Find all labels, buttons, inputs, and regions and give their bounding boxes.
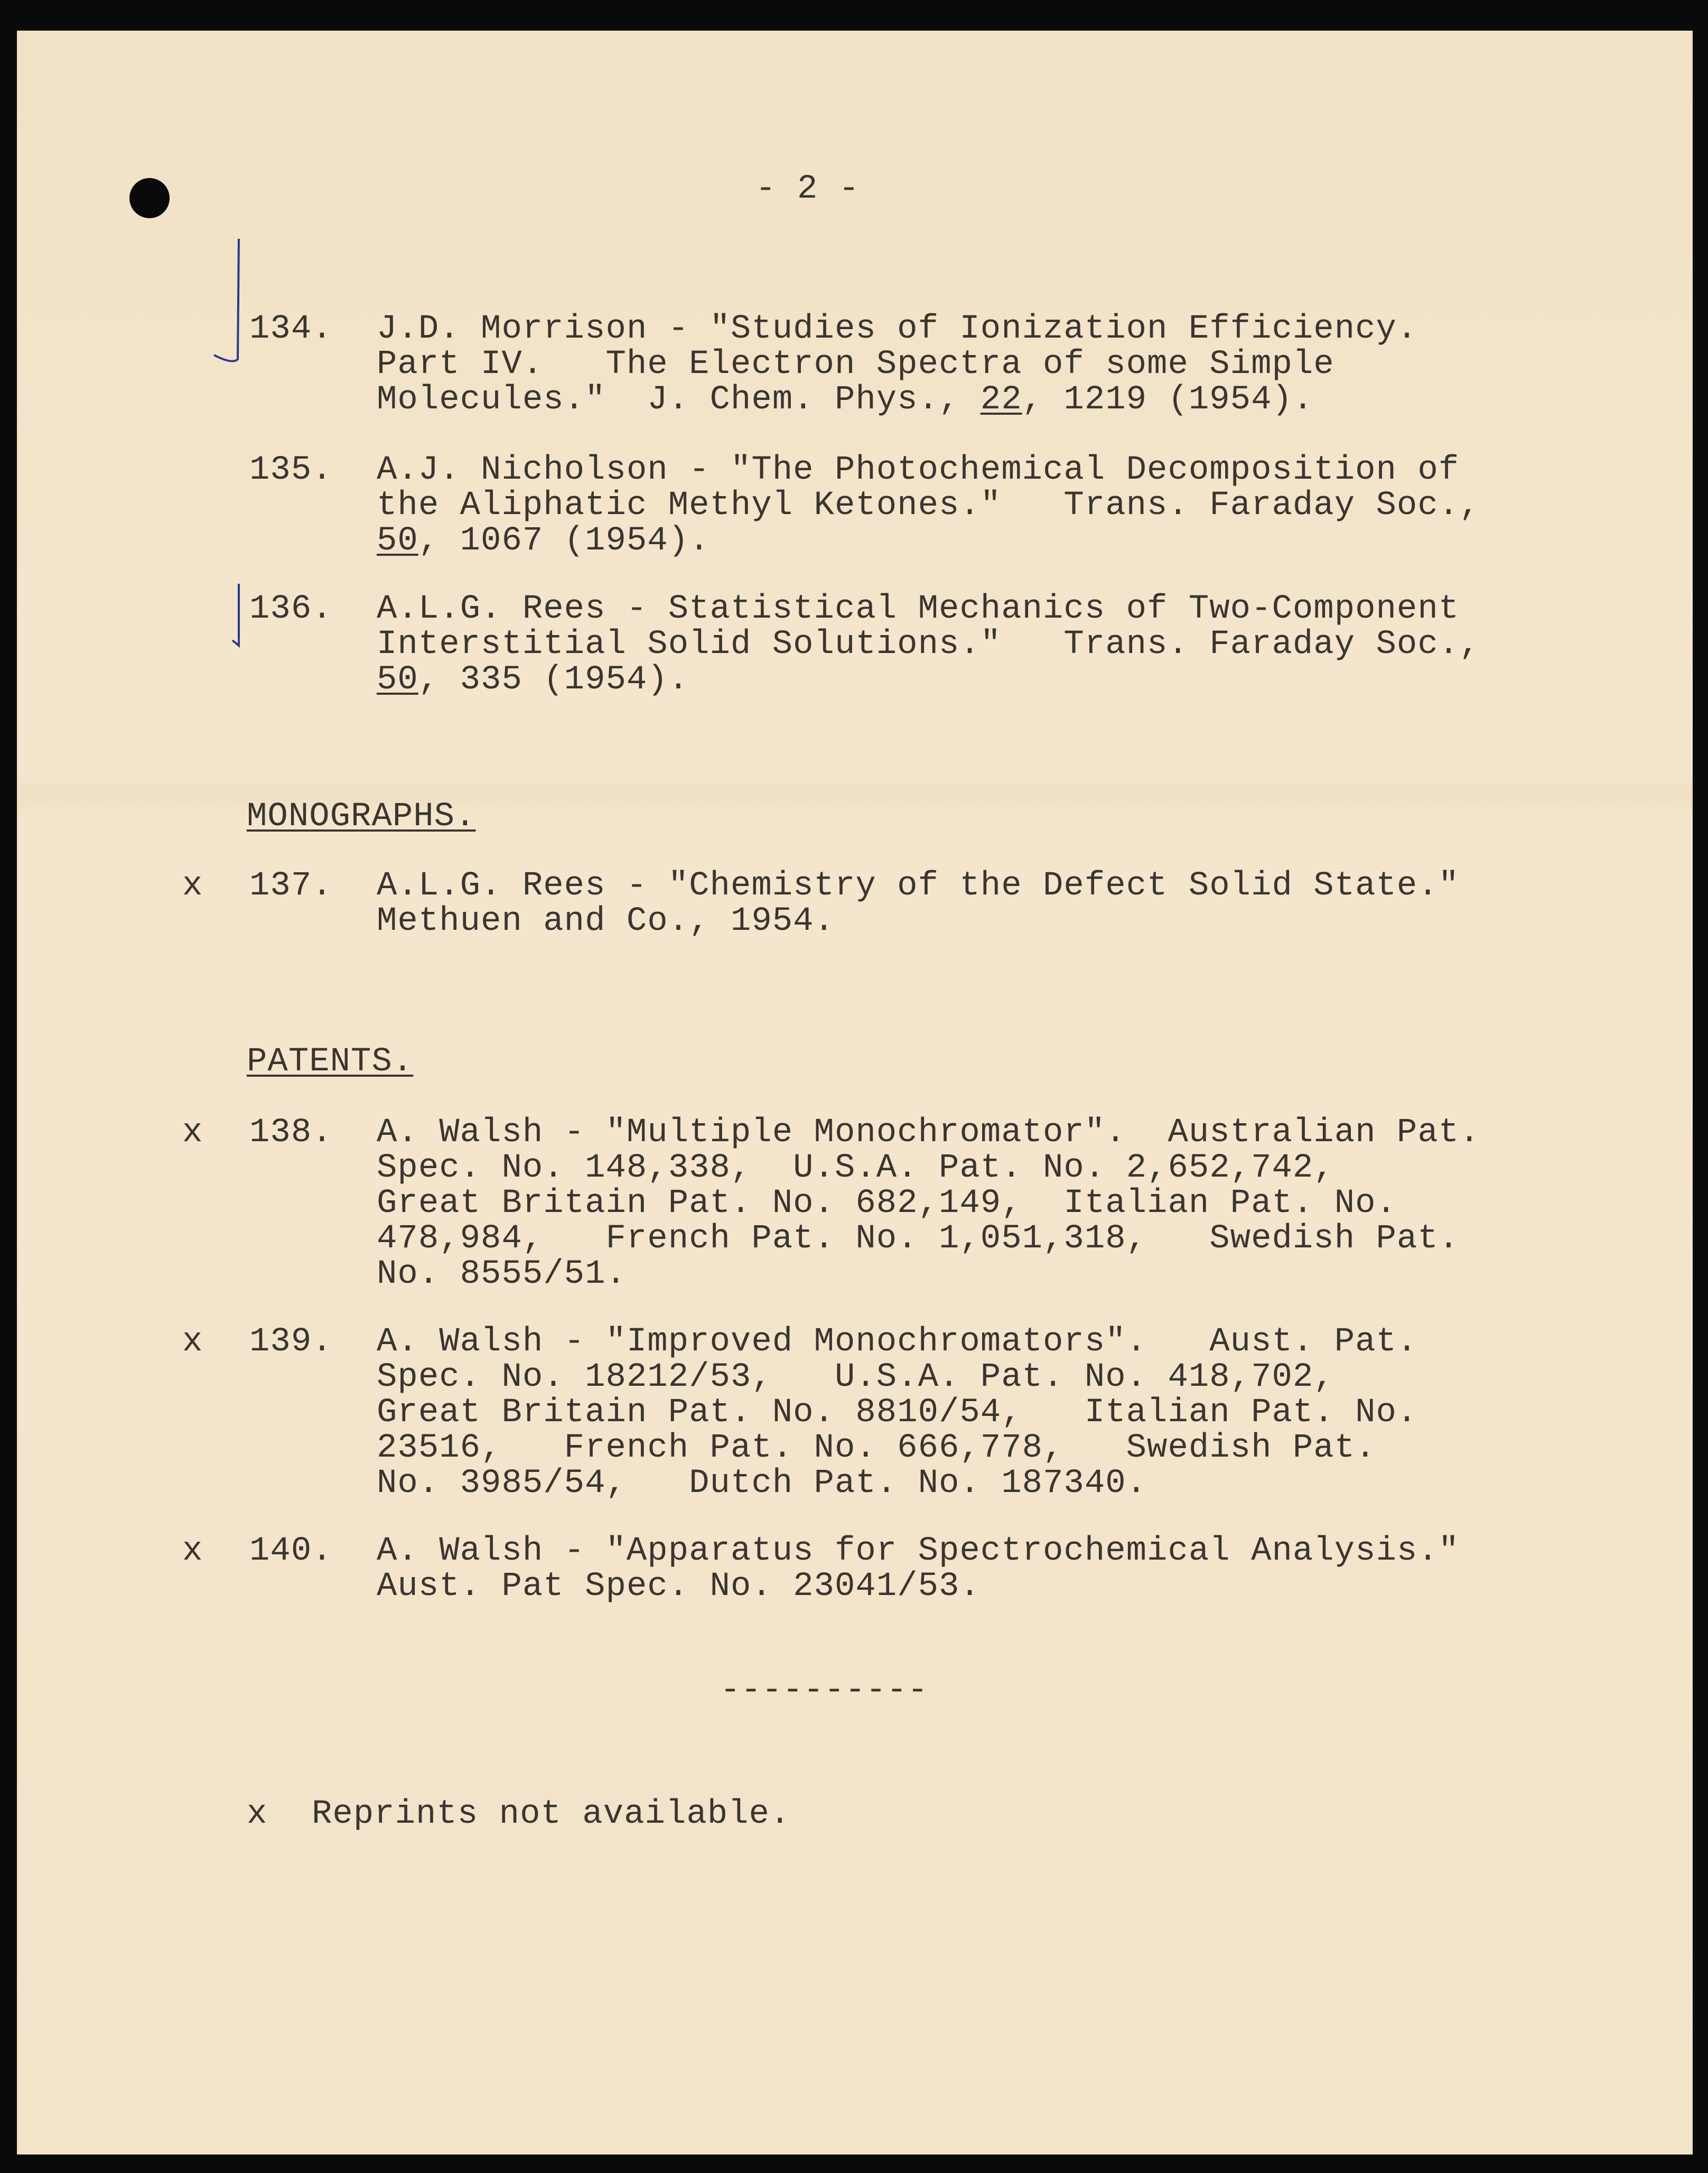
line-text: A.L.G. Rees - Statistical Mechanics of Two-Component bbox=[377, 590, 1460, 628]
line-text: Spec. No. 148,338, U.S.A. Pat. No. 2,652,742, bbox=[377, 1149, 1334, 1187]
reference-line bbox=[377, 1221, 1480, 1257]
reference-text bbox=[377, 1115, 1480, 1292]
reference-line bbox=[377, 524, 1480, 559]
reference-line bbox=[377, 663, 1480, 698]
line-text: Great Britain Pat. No. 8810/54, Italian Pat. No. bbox=[377, 1394, 1418, 1432]
reference-line bbox=[377, 1431, 1417, 1466]
reference-number: 139. bbox=[249, 1323, 333, 1361]
reference-line bbox=[377, 1186, 1480, 1221]
reference-text bbox=[377, 592, 1480, 698]
reference-line bbox=[377, 869, 1459, 904]
reference-line bbox=[377, 592, 1480, 627]
line-text: the Aliphatic Methyl Ketones." Trans. Faraday Soc., bbox=[377, 487, 1480, 525]
footnote-marker: x bbox=[247, 1795, 268, 1833]
reprint-unavailable-marker: x bbox=[182, 1323, 203, 1361]
reference-number: 137. bbox=[249, 867, 333, 905]
pen-check-mark-134 bbox=[214, 239, 239, 361]
reference-number: 136. bbox=[249, 590, 333, 628]
reference-line bbox=[377, 1466, 1417, 1501]
separator-line: ---------- bbox=[720, 1672, 929, 1710]
line-text: A. Walsh - "Improved Monochromators". Aust. Pat. bbox=[377, 1323, 1418, 1361]
reference-text bbox=[377, 453, 1480, 559]
reference-line bbox=[377, 383, 1417, 418]
reference-line bbox=[377, 1257, 1480, 1292]
reference-line bbox=[377, 1360, 1417, 1395]
reference-number: 140. bbox=[249, 1532, 333, 1570]
punch-hole bbox=[129, 178, 170, 218]
line-text: , 1067 (1954). bbox=[418, 522, 710, 560]
line-text: J.D. Morrison - "Studies of Ionization Efficiency. bbox=[377, 310, 1418, 348]
reprint-unavailable-marker: x bbox=[182, 867, 203, 905]
line-text: Part IV. The Electron Spectra of some Simple bbox=[377, 346, 1334, 384]
line-text: No. 3985/54, Dutch Pat. No. 187340. bbox=[377, 1465, 1147, 1503]
reprint-unavailable-marker: x bbox=[182, 1532, 203, 1570]
line-text: A. Walsh - "Multiple Monochromator". Australian Pat. bbox=[377, 1114, 1480, 1152]
reference-line bbox=[377, 1534, 1459, 1569]
line-text: A.J. Nicholson - "The Photochemical Decomposition of bbox=[377, 451, 1460, 489]
line-text: Molecules." J. Chem. Phys., bbox=[377, 381, 981, 419]
reference-line bbox=[377, 627, 1480, 663]
reference-line bbox=[377, 1325, 1417, 1360]
reference-line bbox=[377, 312, 1417, 347]
reference-line bbox=[377, 904, 1459, 939]
line-text: A.L.G. Rees - "Chemistry of the Defect Solid State." bbox=[377, 867, 1460, 905]
reprint-unavailable-marker: x bbox=[182, 1114, 203, 1152]
line-text: Interstitial Solid Solutions." Trans. Faraday Soc., bbox=[377, 626, 1480, 664]
line-text: 478,984, French Pat. No. 1,051,318, Swedish Pat. bbox=[377, 1220, 1460, 1258]
reference-number: 134. bbox=[249, 310, 333, 348]
reference-number: 135. bbox=[249, 451, 333, 489]
volume-number: 50 bbox=[377, 661, 418, 699]
page-number: - 2 - bbox=[755, 170, 860, 208]
reference-line bbox=[377, 453, 1480, 488]
line-text: Great Britain Pat. No. 682,149, Italian Pat. No. bbox=[377, 1185, 1397, 1223]
line-text: Methuen and Co., 1954. bbox=[377, 902, 835, 940]
volume-number: 50 bbox=[377, 522, 418, 560]
reference-text bbox=[377, 312, 1417, 418]
reference-line bbox=[377, 488, 1480, 524]
reference-text bbox=[377, 869, 1459, 939]
line-text: A. Walsh - "Apparatus for Spectrochemical Analysis." bbox=[377, 1532, 1460, 1570]
line-text: , 335 (1954). bbox=[418, 661, 689, 699]
section-heading-monographs: MONOGRAPHS. bbox=[247, 798, 476, 836]
reference-number: 138. bbox=[249, 1114, 333, 1152]
pen-check-mark-136 bbox=[232, 584, 239, 646]
volume-number: 22 bbox=[980, 381, 1022, 419]
reference-line bbox=[377, 1569, 1459, 1605]
line-text: 23516, French Pat. No. 666,778, Swedish Pat. bbox=[377, 1429, 1376, 1467]
reference-line bbox=[377, 1115, 1480, 1151]
reference-text bbox=[377, 1534, 1459, 1605]
reference-text bbox=[377, 1325, 1417, 1501]
line-text: Aust. Pat Spec. No. 23041/53. bbox=[377, 1568, 981, 1606]
line-text: Spec. No. 18212/53, U.S.A. Pat. No. 418,702, bbox=[377, 1358, 1334, 1396]
line-text: No. 8555/51. bbox=[377, 1255, 627, 1293]
reference-line bbox=[377, 347, 1417, 383]
reference-line bbox=[377, 1151, 1480, 1186]
section-heading-patents: PATENTS. bbox=[247, 1043, 414, 1081]
line-text: , 1219 (1954). bbox=[1022, 381, 1314, 419]
footnote-text: Reprints not available. bbox=[312, 1795, 791, 1833]
reference-line bbox=[377, 1395, 1417, 1431]
